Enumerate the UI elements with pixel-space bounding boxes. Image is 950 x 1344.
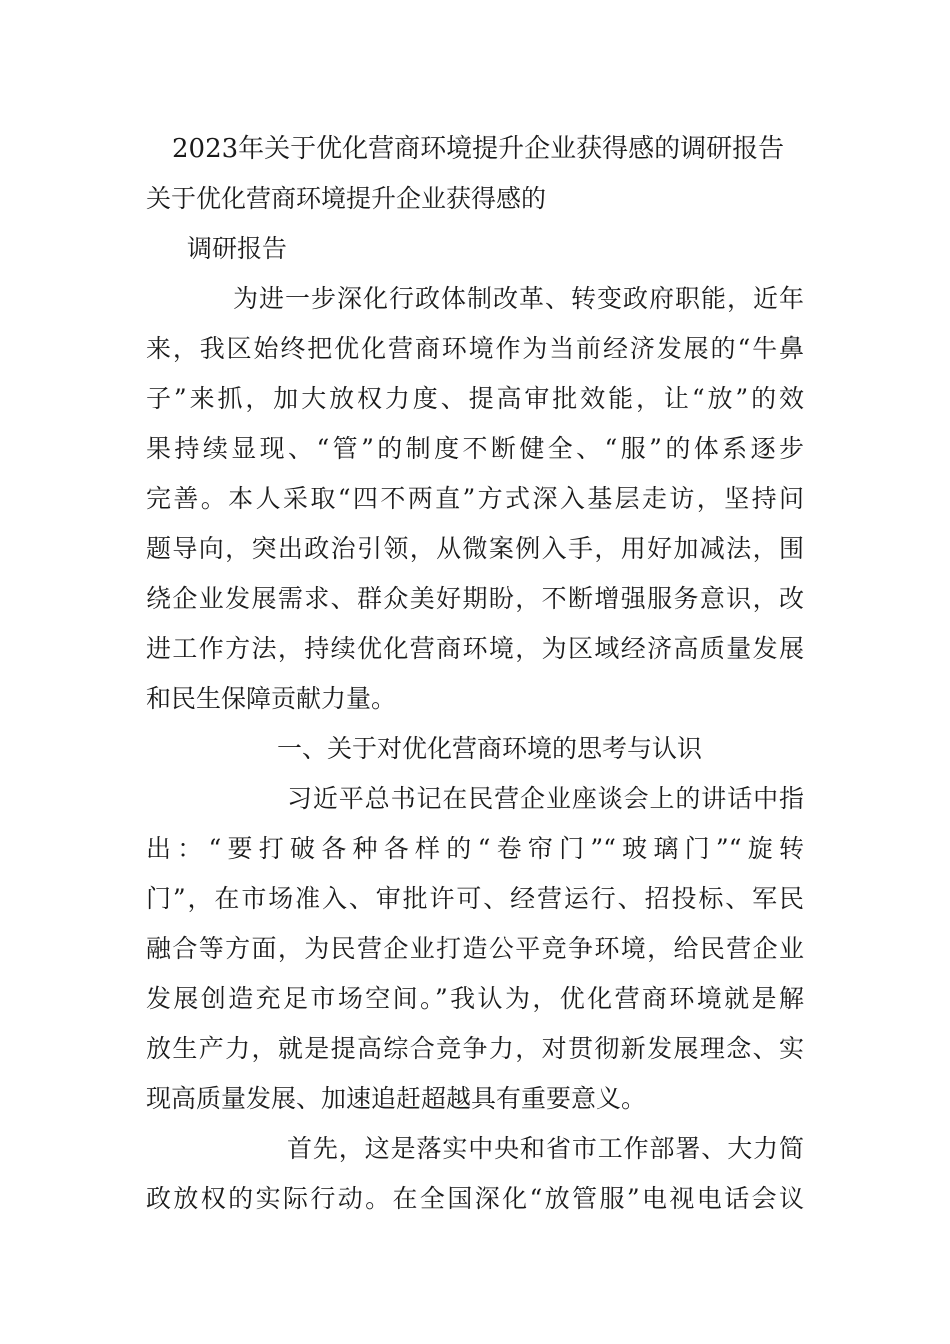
section-1-heading: 一、关于对优化营商环境的思考与认识 (277, 734, 703, 763)
paragraph-2-line-1: 习近平总书记在民营企业座谈会上的讲话中指 (287, 784, 804, 813)
document-title: 2023年关于优化营商环境提升企业获得感的调研报告 (172, 134, 785, 164)
paragraph-1-line-9: 和民生保障贡献力量。 (146, 684, 397, 713)
subtitle-line-2: 调研报告 (187, 234, 288, 263)
paragraph-2-line-4: 融合等方面，为民营企业打造公平竞争环境，给民营企业 (146, 934, 804, 963)
paragraph-1-line-1: 为进一步深化行政体制改革、转变政府职能，近年 (233, 284, 804, 313)
paragraph-2-line-2: 出：“要打破各种各样的“卷帘门”“玻璃门”“旋转 (146, 834, 804, 863)
paragraph-1-line-5: 完善。本人采取“四不两直”方式深入基层走访，坚持问 (146, 484, 804, 513)
paragraph-3-line-2: 政放权的实际行动。在全国深化“放管服”电视电话会议 (146, 1184, 804, 1213)
paragraph-1-line-3: 子”来抓，加大放权力度、提高审批效能，让“放”的效 (146, 384, 804, 413)
subtitle-line-1: 关于优化营商环境提升企业获得感的 (146, 184, 547, 213)
paragraph-2-line-7: 现高质量发展、加速追赶超越具有重要意义。 (146, 1084, 647, 1113)
paragraph-1-line-2: 来，我区始终把优化营商环境作为当前经济发展的“牛鼻 (146, 334, 804, 363)
paragraph-2-line-3: 门”，在市场准入、审批许可、经营运行、招投标、军民 (146, 884, 804, 913)
paragraph-1-line-6: 题导向，突出政治引领，从微案例入手，用好加减法，围 (146, 534, 804, 563)
paragraph-1-line-8: 进工作方法，持续优化营商环境，为区域经济高质量发展 (146, 634, 804, 663)
paragraph-2-line-5: 发展创造充足市场空间。”我认为，优化营商环境就是解 (146, 984, 804, 1013)
paragraph-1-line-4: 果持续显现、“管”的制度不断健全、“服”的体系逐步 (146, 434, 804, 463)
paragraph-1-line-7: 绕企业发展需求、群众美好期盼，不断增强服务意识，改 (146, 584, 804, 613)
paragraph-3-line-1: 首先，这是落实中央和省市工作部署、大力简 (287, 1134, 804, 1163)
paragraph-2-line-6: 放生产力，就是提高综合竞争力，对贯彻新发展理念、实 (146, 1034, 804, 1063)
